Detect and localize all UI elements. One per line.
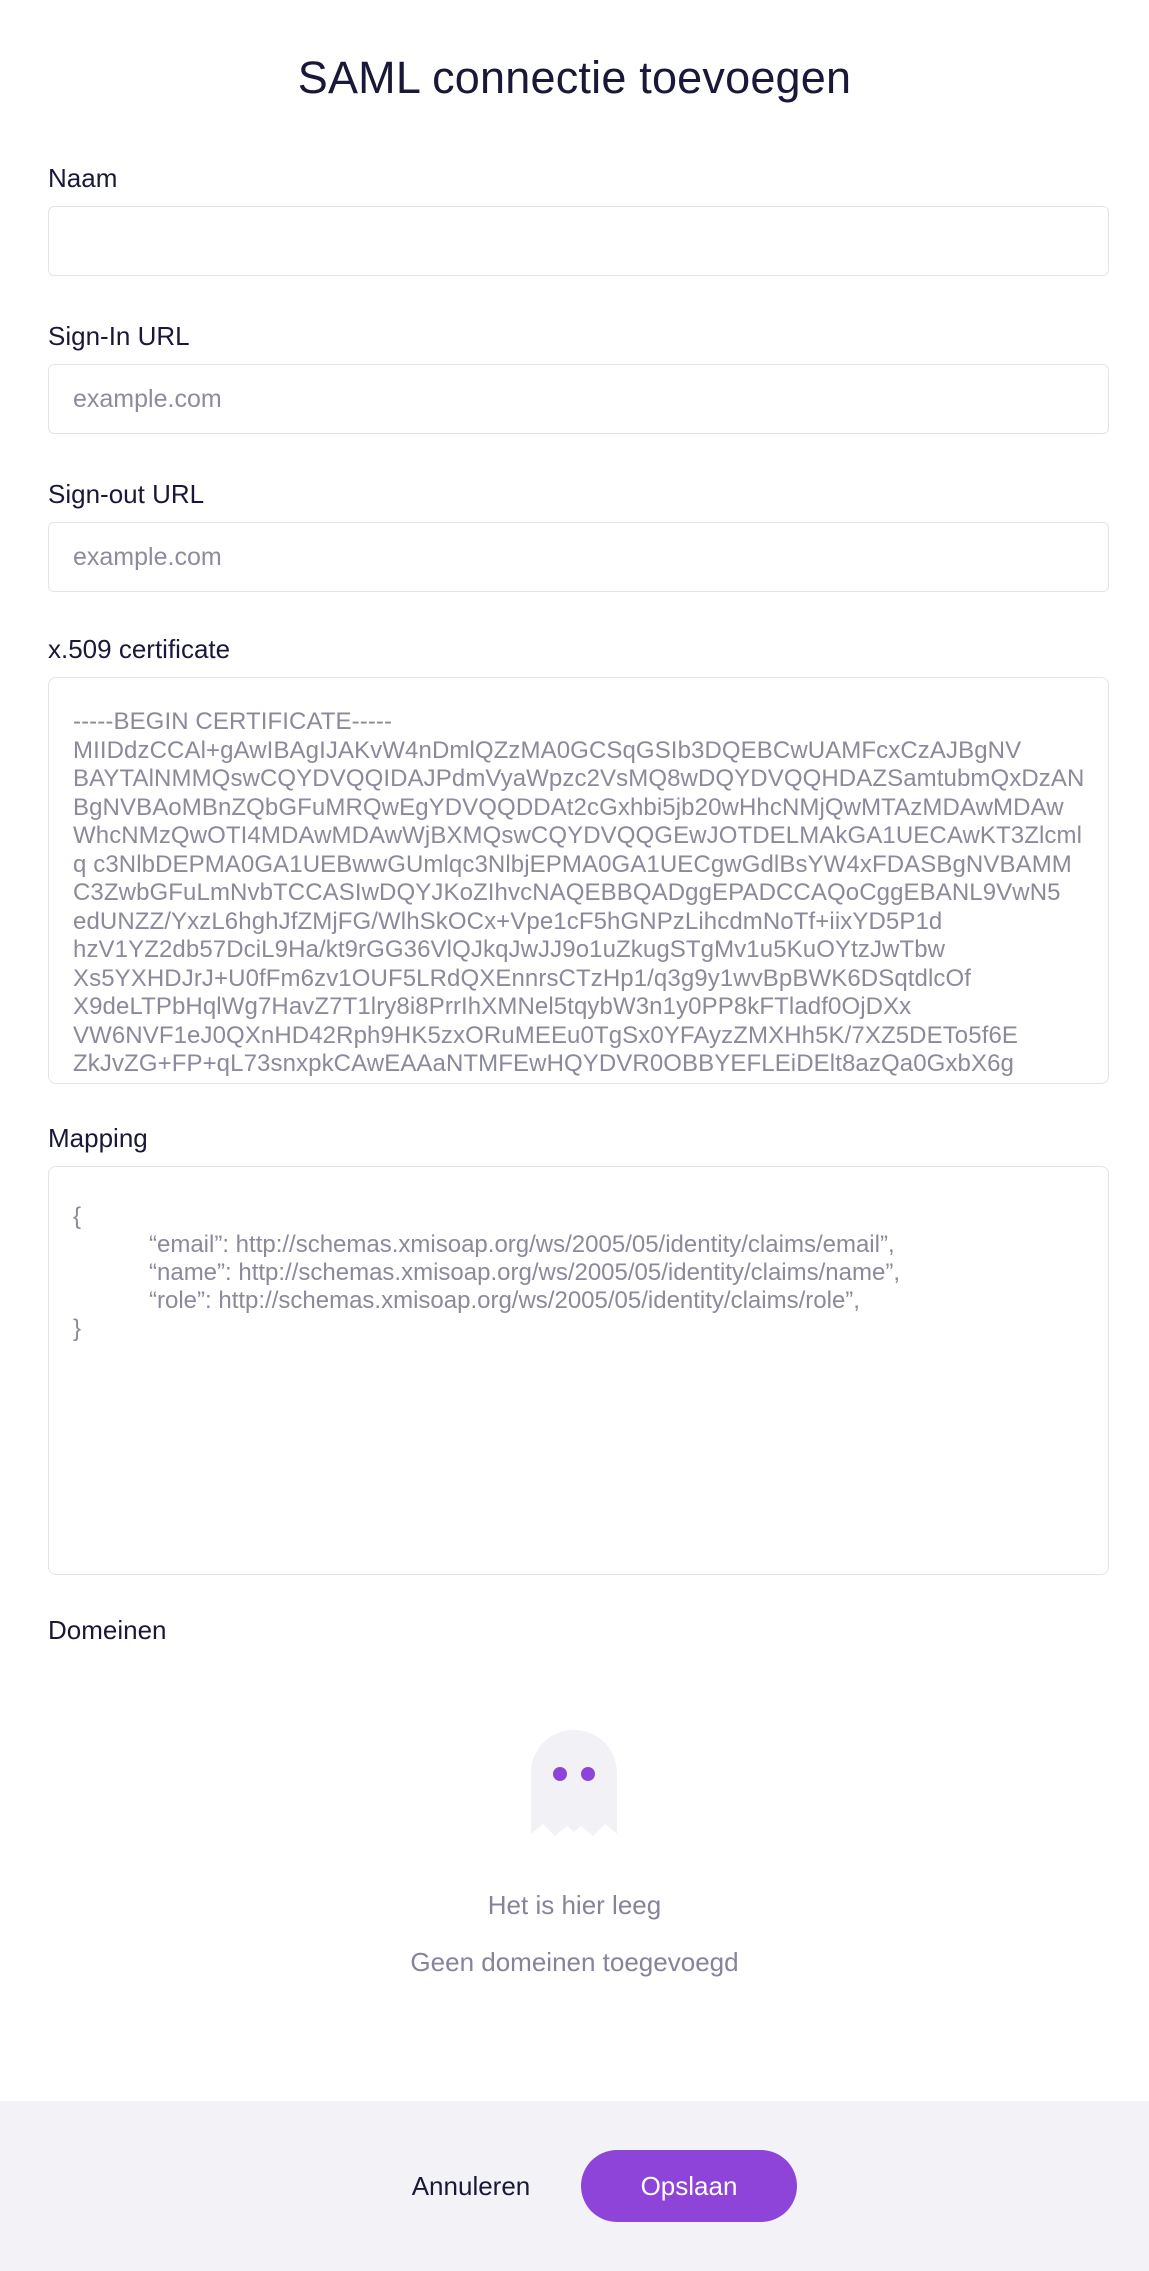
name-input[interactable] [48, 206, 1109, 276]
certificate-line: q c3NlbDEPMA0GA1UEBwwGUmlqc3NlbjEPMA0GA1UECgwGdlBsYW4xFDASBgNVBAMM [73, 850, 1072, 878]
sign-out-url-input[interactable] [48, 522, 1109, 592]
empty-state-subtitle: Geen domeinen toegevoegd [410, 1947, 739, 1977]
certificate-line: VW6NVF1eJ0QXnHD42Rph9HK5zxORuMEEu0TgSx0YFAyzZMXHh5K/7XZ5DETo5f6E [73, 1021, 1019, 1049]
ghost-icon [531, 1730, 617, 1842]
certificate-line: Xs5YXHDJrJ+U0fFm6zv1OUF5LRdQXEnnrsCTzHp1/q3g9y1wvBpBWK6DSqtdlcOf [73, 964, 972, 992]
certificate-line: C3ZwbGFuLmNvbTCCASIwDQYJKoZIhvcNAQEBBQADggEPADCCAQoCggEBANL9VwN5 [73, 879, 1061, 906]
mapping-line: } [73, 1315, 82, 1342]
cancel-button[interactable]: Annuleren [396, 2150, 546, 2222]
empty-state-title: Het is hier leeg [487, 1890, 662, 1920]
mapping-line: { [73, 1203, 82, 1230]
certificate-line: hzV1YZ2db57DciL9Ha/kt9rGG36VlQJkqJwJJ9o1uZkugSTgMv1u5KuOYtzJwTbw [73, 936, 946, 963]
certificate-line: -----BEGIN CERTIFICATE----- [73, 708, 393, 735]
certificate-textarea[interactable] [48, 677, 1109, 1084]
certificate-line: ZkJvZG+FP+qL73snxpkCAwEAAaNTMFEwHQYDVR0OBBYEFLEiDElt8azQa0GxbX6g [73, 1050, 1014, 1077]
certificate-line: X9deLTPbHqlWg7HavZ7T1lry8i8PrrIhXMNel5tqybW3n1y0PP8kFTladf0OjDXx [73, 993, 912, 1020]
certificate-line: WhcNMzQwOTI4MDAwMDAwWjBXMQswCQYDVQQGEwJOTDELMAkGA1UECAwKT3Zlcml [73, 822, 1083, 849]
domains-label: Domeinen [48, 1615, 167, 1645]
mapping-line: “role”: http://schemas.xmisoap.org/ws/2005/05/identity/claims/role”, [149, 1287, 860, 1314]
footer-bar [0, 2101, 1149, 2271]
save-button[interactable]: Opslaan [581, 2150, 797, 2222]
mapping-line: “name”: http://schemas.xmisoap.org/ws/2005/05/identity/claims/name”, [149, 1259, 900, 1286]
name-label: Naam [48, 163, 118, 193]
mapping-label: Mapping [48, 1123, 148, 1153]
certificate-line: edUNZZ/YxzL6hghJfZMjFG/WlhSkOCx+Vpe1cF5hGNPzLihcdmNoTf+iixYD5P1d [73, 907, 943, 935]
mapping-line: “email”: http://schemas.xmisoap.org/ws/2005/05/identity/claims/email”, [149, 1231, 895, 1258]
sign-in-url-label: Sign-In URL [48, 321, 190, 351]
page-title: SAML connectie toevoegen [297, 52, 852, 103]
certificate-line: MIIDdzCCAl+gAwIBAgIJAKvW4nDmlQZzMA0GCSqGSIb3DQEBCwUAMFcxCzAJBgNV [73, 736, 1022, 764]
certificate-line: BgNVBAoMBnZQbGFuMRQwEgYDVQQDDAt2cGxhbi5jb20wHhcNMjQwMTAzMDAwMDAw [73, 793, 1064, 821]
certificate-label: x.509 certificate [48, 634, 231, 664]
sign-in-url-input[interactable] [48, 364, 1109, 434]
mapping-textarea[interactable] [48, 1166, 1109, 1575]
certificate-line: BAYTAlNMMQswCQYDVQQIDAJPdmVyaWpzc2VsMQ8wDQYDVQQHDAZSamtubmQxDzAN [73, 765, 1085, 792]
sign-out-url-label: Sign-out URL [48, 479, 205, 509]
